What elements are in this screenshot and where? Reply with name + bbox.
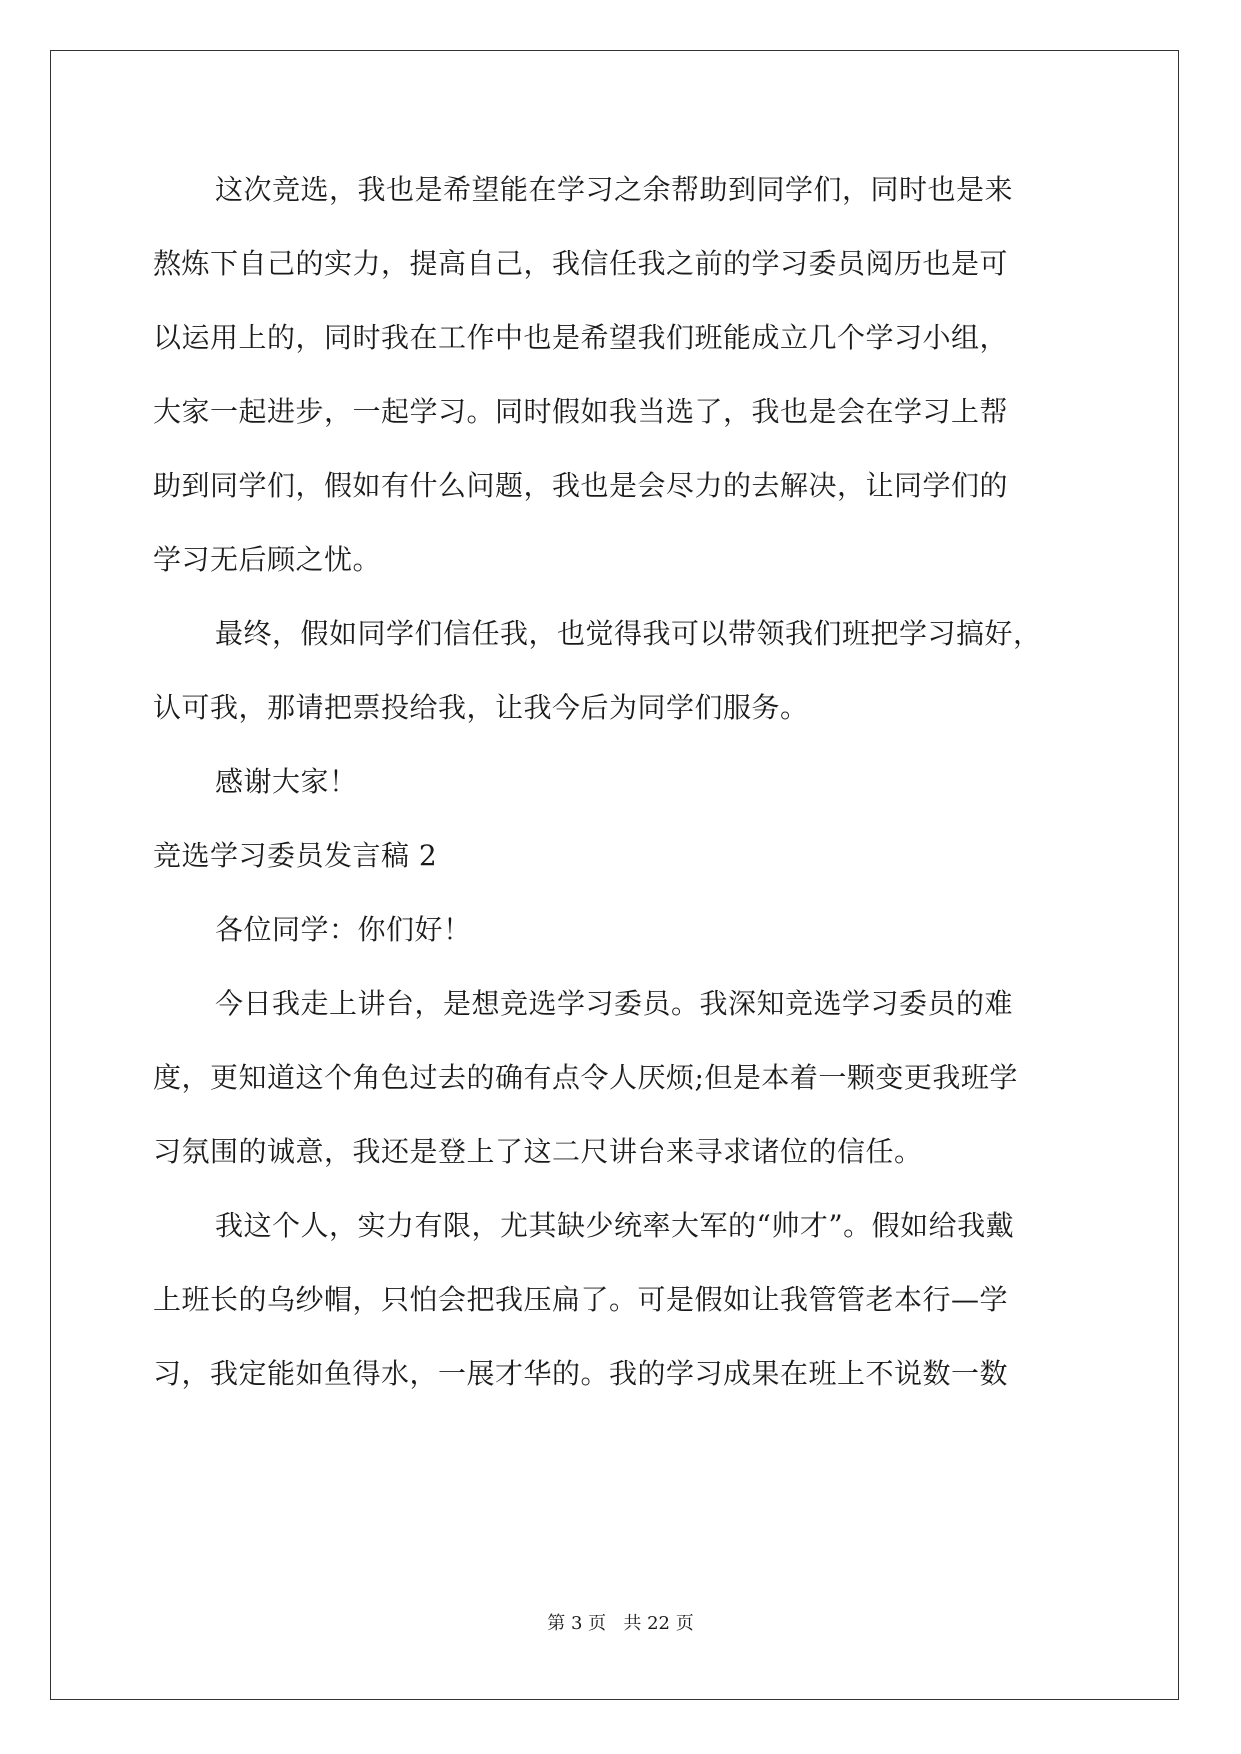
text-line: 熬炼下自己的实力，提高自己，我信任我之前的学习委员阅历也是可 xyxy=(153,247,1009,280)
text-line: 学习无后顾之忧。 xyxy=(153,543,382,576)
text-line: 习，我定能如鱼得水，一展才华的。我的学习成果在班上不说数一数 xyxy=(153,1357,1009,1390)
page-number: 第 3 页 共 22 页 xyxy=(547,1613,694,1634)
text-line: 感谢大家！ xyxy=(215,765,358,798)
text-line: 这次竞选，我也是希望能在学习之余帮助到同学们，同时也是来 xyxy=(215,173,1014,206)
text-line: 度，更知道这个角色过去的确有点令人厌烦;但是本着一颗变更我班学 xyxy=(153,1061,1018,1094)
text-line: 今日我走上讲台，是想竞选学习委员。我深知竞选学习委员的难 xyxy=(215,987,1014,1020)
text-line: 认可我，那请把票投给我，让我今后为同学们服务。 xyxy=(153,691,809,724)
text-line: 以运用上的，同时我在工作中也是希望我们班能成立几个学习小组， xyxy=(153,321,1009,354)
text-line: 上班长的乌纱帽，只怕会把我压扁了。可是假如让我管管老本行—学 xyxy=(153,1283,1009,1316)
salutation: 各位同学：你们好！ xyxy=(215,913,472,946)
text-line: 最终，假如同学们信任我，也觉得我可以带领我们班把学习搞好， xyxy=(215,617,1042,650)
section-heading: 竞选学习委员发言稿 2 xyxy=(153,839,438,872)
text-line: 习氛围的诚意，我还是登上了这二尺讲台来寻求诸位的信任。 xyxy=(153,1135,923,1168)
text-line: 助到同学们，假如有什么问题，我也是会尽力的去解决，让同学们的 xyxy=(153,469,1009,502)
text-line: 大家一起进步，一起学习。同时假如我当选了，我也是会在学习上帮 xyxy=(153,395,1009,428)
text-line: 我这个人，实力有限，尤其缺少统率大军的“帅才”。假如给我戴 xyxy=(215,1209,1015,1242)
